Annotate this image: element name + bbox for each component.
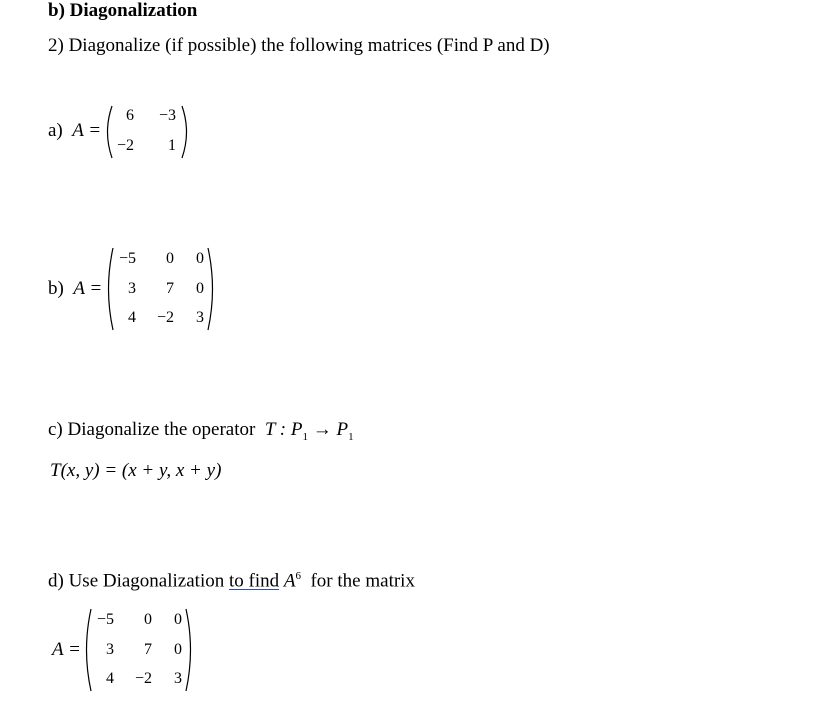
to-find-link[interactable]: to find: [228, 570, 280, 592]
domain-subscript: 1: [302, 430, 308, 443]
power-exponent: 6: [295, 570, 301, 582]
part-b-lhs: A =: [73, 278, 103, 299]
operator-codomain: P: [336, 419, 349, 440]
part-b-letter: b): [48, 278, 64, 299]
section-title: b) Diagonalization: [48, 0, 198, 21]
matrix-cell: 0: [196, 280, 204, 297]
part-d-text-before: d) Use Diagonalization: [48, 570, 225, 592]
matrix-cell: 3: [174, 670, 182, 687]
matrix-cell: 7: [144, 641, 152, 658]
matrix-cell: −2: [156, 309, 174, 326]
matrix-cell: 0: [174, 611, 182, 628]
part-d-text-after: for the matrix: [310, 570, 415, 592]
matrix-cell: 6: [126, 107, 134, 124]
power-base: A: [283, 570, 296, 592]
matrix-a: [102, 104, 192, 160]
matrix-cell: 0: [166, 250, 174, 267]
matrix-cell: 3: [128, 280, 136, 297]
matrix-cell: 0: [144, 611, 152, 628]
arrow-icon: →: [312, 419, 332, 440]
operator-definition: T(x, y) = (x + y, x + y): [50, 460, 222, 481]
matrix-d: [82, 607, 196, 693]
codomain-subscript: 1: [348, 430, 354, 443]
matrix-cell: −3: [158, 107, 176, 124]
part-b-label: [48, 278, 102, 300]
problem-statement: 2) Diagonalize (if possible) the following matrices (Find P and D): [48, 35, 550, 56]
part-a-lhs: A =: [72, 120, 102, 141]
matrix-cell: 4: [128, 309, 136, 326]
matrix-cell: 0: [174, 641, 182, 658]
matrix-cell: −5: [118, 250, 136, 267]
part-d-statement: [48, 570, 415, 592]
matrix-cell: 1: [168, 137, 176, 154]
part-c-statement: [48, 419, 354, 443]
matrix-cell: −5: [96, 611, 114, 628]
matrix-cell: 4: [106, 670, 114, 687]
part-a-label: [48, 120, 101, 142]
part-a-letter: a): [48, 120, 63, 141]
matrix-cell: 0: [196, 250, 204, 267]
part-c-text: c) Diagonalize the operator: [48, 419, 256, 440]
matrix-cell: −2: [134, 670, 152, 687]
operator-domain: T : P: [264, 419, 303, 440]
matrix-cell: 3: [106, 641, 114, 658]
matrix-cell: 7: [166, 280, 174, 297]
matrix-b: [104, 246, 218, 332]
part-d-lhs: A =: [52, 639, 81, 660]
matrix-cell: −2: [116, 137, 134, 154]
matrix-cell: 3: [196, 309, 204, 326]
